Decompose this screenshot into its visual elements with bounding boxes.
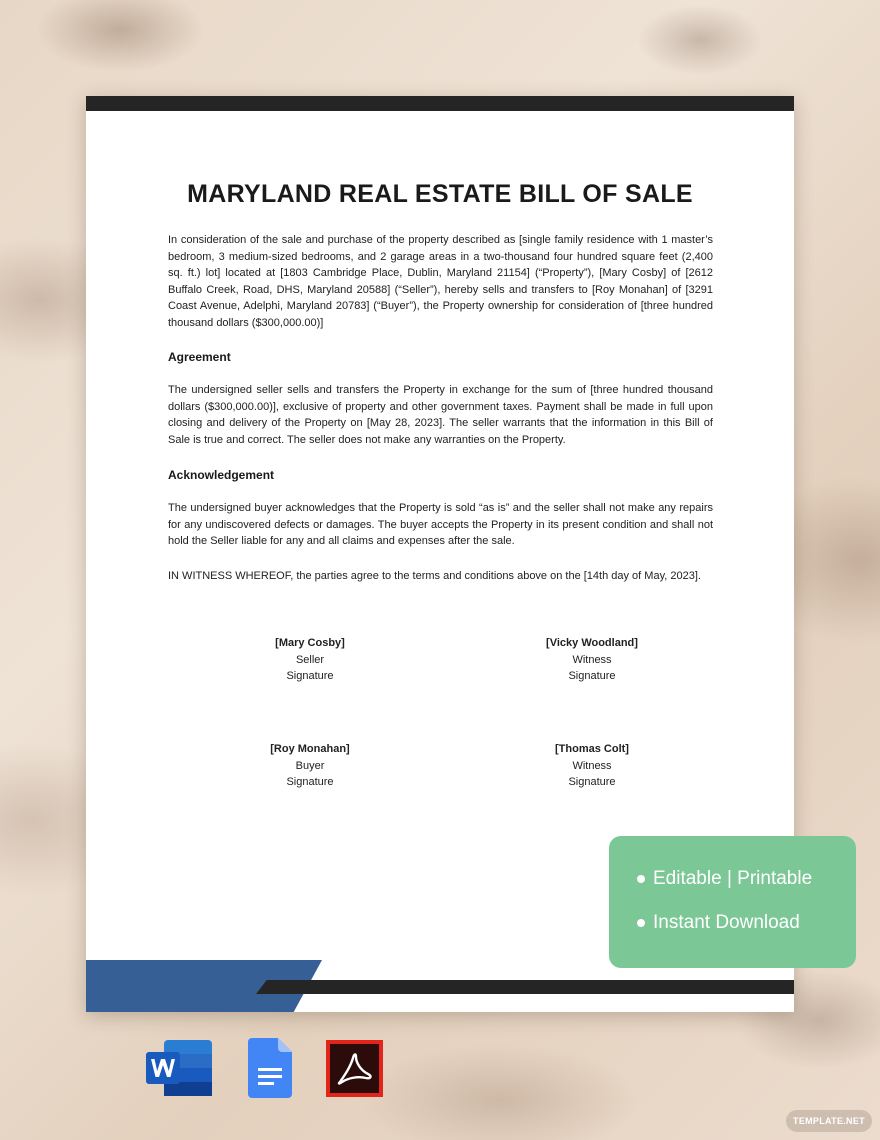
signature-line: Signature — [286, 670, 334, 682]
acknowledgement-heading: Acknowledgement — [168, 468, 275, 482]
agreement-heading: Agreement — [168, 350, 231, 364]
pdf-icon[interactable] — [326, 1040, 383, 1101]
feature-download — [637, 912, 800, 934]
signature-line: Signature — [568, 776, 616, 788]
signer-role: Seller — [295, 653, 325, 666]
document-title: MARYLAND REAL ESTATE BILL OF SALE — [187, 180, 693, 208]
agreement-paragraph: The undersigned seller sells and transfers the Property in exchange for the sum of [three hundred thousand dollars ($300,000.00)], exclusive of property and other government taxes. Payment shall be made in full upon closing and delivery of the Property on [May 28, 2023]. The seller warrants that the information in this Bill of Sale is true and correct. The seller does not make any warranties on the Property. — [168, 384, 713, 446]
intro-paragraph: In consideration of the sale and purchase of the property described as [single family residence with 1 master’s bedroom, 3 medium-sized bedrooms, and 2 garage areas in a two-thousand four hundred square feet (2,400 sq. ft.) lot] located at [1803 Cambridge Place, Dublin, Maryland 21154] (“Property”), [Mary Cosby] of [2612 Buffalo Creek, Road, DHS, Maryland 20588] (“Seller”), hereby sells and transfers to [Roy Monahan] of [3291 Coast Avenue, Adelphi, Maryland 20783] (“Buyer”), the Property ownership for consideration of [three hundred thousand dollars ($300,000.00)] — [168, 234, 713, 329]
signer-name: [Mary Cosby] — [275, 637, 345, 649]
feature-label: Instant Download — [653, 912, 800, 933]
signer-role: Buyer — [295, 759, 325, 772]
signature-block-witness-1 — [492, 635, 692, 685]
feature-label: Editable | Printable — [653, 868, 813, 889]
signature-block-witness-2 — [492, 741, 692, 791]
features-badge — [609, 836, 856, 968]
signature-line: Signature — [286, 776, 334, 788]
signature-block-seller — [210, 635, 410, 685]
bullet-icon — [637, 919, 645, 927]
header-bar — [86, 96, 794, 111]
witness-paragraph: IN WITNESS WHEREOF, the parties agree to the terms and conditions above on the [14th day of May, 2023]. — [168, 570, 701, 582]
signature-block-buyer — [210, 741, 410, 791]
signer-role: Witness — [572, 759, 612, 772]
signer-name: [Vicky Woodland] — [546, 637, 638, 649]
signer-name: [Roy Monahan] — [270, 743, 350, 755]
feature-editable — [637, 868, 812, 890]
signer-role: Witness — [572, 653, 612, 666]
bullet-icon — [637, 875, 645, 883]
footer-dark-bar — [256, 980, 794, 994]
google-docs-icon[interactable] — [248, 1038, 292, 1102]
signature-line: Signature — [568, 670, 616, 682]
signer-name: [Thomas Colt] — [555, 743, 629, 755]
word-icon[interactable] — [146, 1038, 214, 1102]
acknowledgement-paragraph: The undersigned buyer acknowledges that the Property is sold “as is” and the seller shall not make any repairs for any undiscovered defects or damages. The buyer accepts the Property in its present condition and shall not hold the Seller liable for any and all claims and expenses after the sale. — [168, 502, 713, 547]
template-net-watermark: TEMPLATE.NET — [786, 1110, 872, 1132]
